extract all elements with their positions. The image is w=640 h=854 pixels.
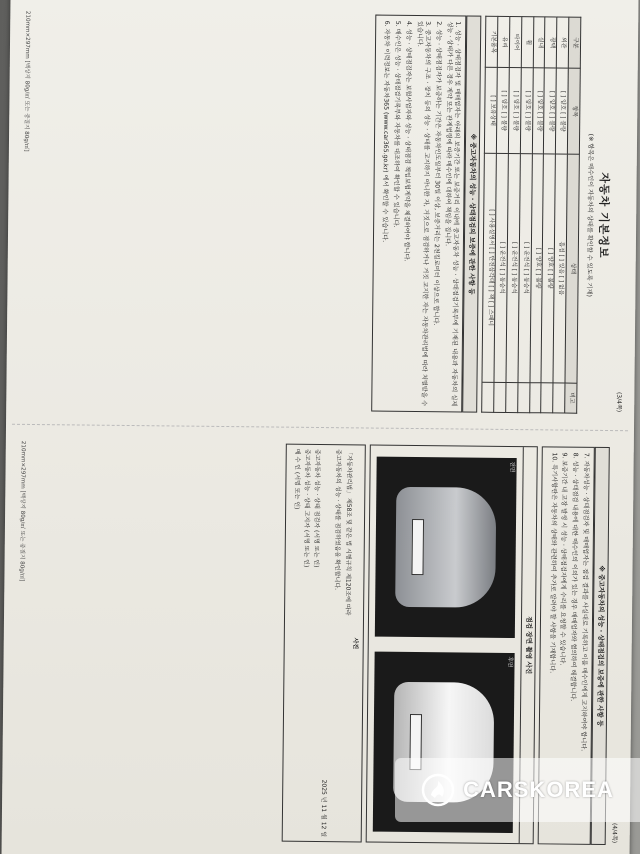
table-cell: 외관 — [556, 17, 568, 69]
signing-date: 2025 년 11 월 12 일 — [320, 779, 328, 838]
table-cell: [ ] 사용설명서 [ ] 안전삼각대 [ ] 잭 [ ] 스패너 — [482, 153, 496, 382]
table-cell: 휠 — [521, 17, 533, 69]
table-cell — [506, 382, 518, 413]
table-cell: [ ] 운전석 [ ] 동승석 — [506, 154, 520, 383]
photo-label: 전면 — [508, 461, 515, 473]
terms-paragraph: 4. 성능 · 상태점검자는 보험사업자와 성능 · 상태점검 책임보험계약을 체결하여야 합니다. — [402, 20, 413, 262]
table-header: 상태 — [565, 154, 579, 383]
car-front-image — [395, 486, 496, 607]
table-cell: [ ] 양호 [ ] 불량 — [496, 68, 509, 154]
terms-paragraph: 1. 성능 · 상태점검자 및 매매업자는 아래의 보증기간 또는 보증거리 이내에 중고자동차 성능 · 상태점검기록부에 기재된 내용과 자동차의 실제 성능 · 상태가 다른 경우 계약 또는 관계법령에 따라 매수인에 대하여 책임을 집니다. — [443, 21, 462, 407]
table-cell: 기본품목 — [486, 16, 498, 68]
warranty-section-heading: ※ 중고자동차의 성능 · 상태점검의 보증에 관한 사항 등 — [591, 447, 610, 845]
table-cell: [ ] 양호 [ ] 불량 — [508, 68, 521, 154]
table-cell: 타이어 — [509, 16, 521, 68]
carskorea-flame-logo-icon — [421, 773, 455, 807]
table-header: 구분 — [568, 17, 580, 69]
document-title: 자동차 기본정보 — [596, 172, 611, 259]
terms-paragraph: 6. 자동차 이력정보는 자동차365 (www.car365.go.kr) 에서 확인할 수 있습니다. — [381, 20, 391, 243]
carskorea-watermark — [395, 758, 640, 822]
signatory-role: 중고자동차 성능 · 상태 점검자 (서명 또는 인) — [312, 448, 321, 568]
license-plate — [411, 518, 424, 574]
vehicle-front-photo — [375, 456, 517, 637]
page-number: (3/4쪽) — [615, 391, 623, 413]
document-spread — [8, 0, 633, 854]
table-cell — [517, 382, 529, 413]
table-cell — [494, 382, 506, 413]
terms-paragraph: 7. 자동차성능 · 상태점검자 및 매매업자는 점검 결과를 사실대로 기록하고 이를 매수인에게 고지하여야 합니다. — [579, 452, 590, 752]
terms-paragraph: 8. 성능 · 상태점검 내용에 대한 매수인의 이의가 있는 경우 매매업자와 협의하여 해결합니다. — [569, 452, 580, 702]
photo-label: 후면 — [506, 656, 513, 668]
table-cell: 유리 — [497, 16, 509, 68]
terms-paragraph: 10. 특기사항란은 자동차의 상태와 관련하여 추가로 알려야 할 사항을 기재합니다. — [547, 452, 558, 674]
table-cell — [482, 382, 494, 413]
table-cell — [541, 382, 553, 413]
warranty-terms-box — [371, 15, 467, 413]
table-header: 비고 — [565, 383, 577, 414]
page-3 — [12, 0, 632, 431]
terms-paragraph: 3. 중고자동차의 구조 · 장치 등의 성능 · 상태를 고지하지 아니한 자, 거짓으로 점검하거나 거짓 고지한 자는 자동차관리법에 따라 처벌받을 수 있습니다. — [415, 20, 432, 407]
paper-spec: 210mm×297mm [백상지 80g/㎡ 또는 중질지 80g/㎡] — [22, 10, 30, 152]
document-sheet — [1, 0, 638, 854]
warranty-section-heading: ※ 중고자동차의 성능 · 상태점검의 보증에 관한 사항 등 — [463, 16, 482, 413]
table-cell: [ ] 양호 [ ] 불량 — [530, 154, 544, 383]
table-cell: 광택 — [545, 17, 557, 69]
signature-area — [281, 444, 365, 843]
table-cell: [ ] 양호 [ ] 불량 — [532, 68, 545, 154]
table-header: 항목 — [567, 69, 580, 155]
table-cell: [ ] 양호 [ ] 불량 — [541, 154, 555, 383]
watermark-text: CARSKOREA — [463, 777, 614, 802]
signatory-role: 매 수 인 (서명 또는 인) — [292, 448, 301, 510]
table-cell: [ ] 양호 [ ] 불량 — [556, 68, 569, 154]
table-cell: [ ] 양호 [ ] 불량 — [544, 68, 557, 154]
photo-area-heading: 점검 장면 촬영 사진 — [518, 447, 536, 843]
page-number: (4/4쪽) — [610, 822, 618, 844]
page-footer — [18, 11, 30, 408]
table-cell: [ ] 운전석 [ ] 동승석 — [494, 153, 508, 382]
page-footer — [14, 441, 26, 839]
terms-paragraph: 2. 성능 · 상태점검자가 보증하는 기간은 자동차인도일부터 30일 이상, 보증거리는 2천킬로미터 이상으로 합니다. — [432, 21, 443, 326]
document-subtitle: (※ 항목은 매수인이 자동차의 상태를 확인할 수 있도록 기재) — [585, 133, 595, 297]
table-cell — [529, 382, 541, 413]
table-cell: 실내 — [533, 17, 545, 69]
signature-caption: 사진 — [351, 637, 359, 650]
table-cell: [ ] 보유상태 — [485, 68, 498, 154]
table-cell — [553, 383, 565, 414]
table-cell: [ ] 운전석 [ ] 동승석 — [518, 154, 532, 383]
terms-paragraph: 9. 보증기간 내 고장 발생 시 성능 · 상태점검자에게 수리를 요청할 수 있습니다. — [558, 452, 569, 666]
confirmation-line: 「자동차관리법」 제58조 및 같은 법 시행규칙 제120조에 따라 — [343, 449, 353, 616]
table-cell: 흠집 [ ] 있음 [ ] 없음 — [553, 154, 567, 383]
table-cell: [ ] 양호 [ ] 불량 — [520, 68, 533, 154]
paper-spec: 210mm×297mm [백상지 80g/㎡ 또는 중질지 80g/㎡] — [17, 440, 26, 582]
vehicle-basic-info-table — [481, 16, 581, 414]
confirmation-line: 중고자동차의 성능 · 상태를 점검하였음을 확인합니다. — [333, 449, 342, 591]
terms-paragraph: 5. 매수인은 성능 · 상태점검기록부와 자동차를 대조하여 확인할 수 있습니다. — [392, 20, 402, 228]
signatory-role: 중고자동차 성능 · 상태 고지자 (서명 또는 인) — [302, 448, 311, 568]
